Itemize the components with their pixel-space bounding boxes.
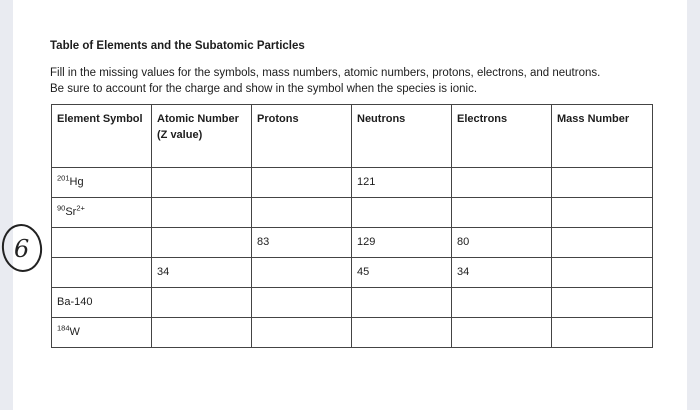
- cell-atomic-number[interactable]: [152, 198, 252, 228]
- instructions: [50, 66, 670, 97]
- cell-atomic-number[interactable]: [152, 168, 252, 198]
- symbol-mass-superscript: 90: [57, 203, 66, 213]
- cell-mass-number[interactable]: [552, 228, 653, 258]
- cell-neutrons[interactable]: [352, 198, 452, 228]
- cell-electrons[interactable]: [452, 288, 552, 318]
- cell-mass-number[interactable]: [552, 168, 653, 198]
- elements-table: [51, 104, 653, 348]
- cell-protons[interactable]: [252, 258, 352, 288]
- header-atomic-number: Atomic Number (Z value): [152, 105, 252, 168]
- cell-protons[interactable]: [252, 318, 352, 348]
- cell-neutrons[interactable]: [352, 318, 452, 348]
- symbol-element: Hg: [69, 176, 84, 188]
- cell-electrons[interactable]: 34: [452, 258, 552, 288]
- cell-element-symbol[interactable]: [52, 198, 152, 228]
- header-protons: Protons: [252, 105, 352, 168]
- cell-neutrons[interactable]: 129: [352, 228, 452, 258]
- cell-element-symbol[interactable]: [52, 318, 152, 348]
- cell-mass-number[interactable]: [552, 198, 653, 228]
- cell-mass-number[interactable]: [552, 288, 653, 318]
- table-row: [52, 288, 653, 318]
- header-element-symbol: Element Symbol: [52, 105, 152, 168]
- worksheet-page: [13, 0, 687, 410]
- cell-protons[interactable]: [252, 198, 352, 228]
- instructions-line-1: Fill in the missing values for the symbols, mass numbers, atomic numbers, protons, electrons, and neutrons.: [50, 67, 601, 79]
- header-electrons: Electrons: [452, 105, 552, 168]
- cell-electrons[interactable]: [452, 198, 552, 228]
- cell-mass-number[interactable]: [552, 258, 653, 288]
- cell-mass-number[interactable]: [552, 318, 653, 348]
- symbol-mass-superscript: 201: [57, 173, 70, 183]
- cell-electrons[interactable]: [452, 318, 552, 348]
- cell-neutrons[interactable]: 121: [352, 168, 452, 198]
- cell-atomic-number[interactable]: 34: [152, 258, 252, 288]
- symbol-charge-superscript: 2+: [76, 203, 85, 213]
- header-neutrons: Neutrons: [352, 105, 452, 168]
- handwritten-circled-number: [0, 222, 46, 274]
- table-header-row: [52, 105, 653, 168]
- instructions-line-2: Be sure to account for the charge and show in the symbol when the species is ionic.: [50, 82, 478, 95]
- cell-element-symbol[interactable]: [52, 228, 152, 258]
- cell-protons[interactable]: [252, 168, 352, 198]
- header-mass-number: Mass Number: [552, 105, 653, 168]
- symbol-element: Sr: [65, 206, 77, 218]
- cell-electrons[interactable]: 80: [452, 228, 552, 258]
- cell-element-symbol[interactable]: [52, 168, 152, 198]
- table-row: [52, 168, 653, 198]
- cell-element-symbol[interactable]: [52, 258, 152, 288]
- cell-atomic-number[interactable]: [152, 318, 252, 348]
- handwritten-number: 6: [14, 235, 30, 263]
- table-row: [52, 318, 653, 348]
- cell-protons[interactable]: 83: [252, 228, 352, 258]
- table-row: [52, 198, 653, 228]
- cell-atomic-number[interactable]: [152, 228, 252, 258]
- cell-electrons[interactable]: [452, 168, 552, 198]
- symbol-element: W: [69, 326, 80, 338]
- cell-atomic-number[interactable]: [152, 288, 252, 318]
- cell-neutrons[interactable]: [352, 288, 452, 318]
- cell-element-symbol[interactable]: Ba-140: [52, 288, 152, 318]
- symbol-mass-superscript: 184: [57, 323, 70, 333]
- cell-protons[interactable]: [252, 288, 352, 318]
- table-row: [52, 258, 653, 288]
- cell-neutrons[interactable]: 45: [352, 258, 452, 288]
- table-row: [52, 228, 653, 258]
- page-title: Table of Elements and the Subatomic Particles: [50, 40, 305, 52]
